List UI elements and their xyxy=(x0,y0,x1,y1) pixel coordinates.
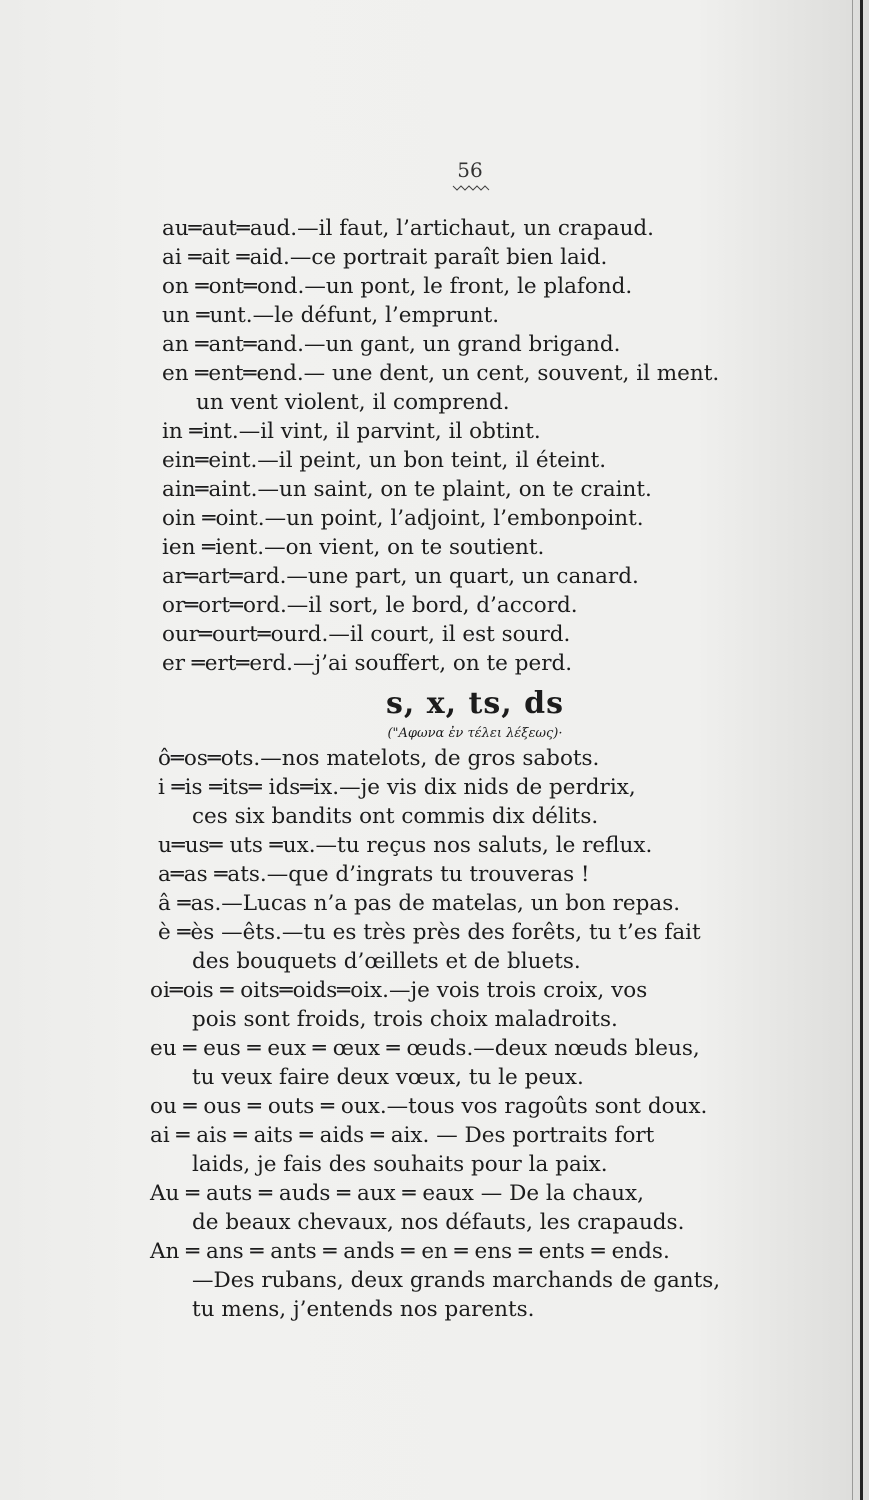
text-line: ein═eint.—il peint, un bon teint, il éteint. xyxy=(162,448,607,473)
rules-section-endings xyxy=(150,214,800,678)
text-line: on ═ont═ond.—un pont, le front, le plafond. xyxy=(162,274,633,299)
ornament-icon xyxy=(452,183,492,193)
text-line: or═ort═ord.—il sort, le bord, d’accord. xyxy=(162,593,578,618)
main-text xyxy=(150,214,800,1324)
text-line: ain═aint.—un saint, on te plaint, on te craint. xyxy=(162,477,652,502)
text-line: eu ═ eus ═ eux ═ œux ═ œuds.—deux nœuds bleus, xyxy=(150,1036,700,1061)
text-line: è ═ès —êts.—tu es très près des forêts, tu t’es fait xyxy=(158,920,701,945)
text-line: un vent violent, il comprend. xyxy=(196,390,510,415)
section-heading: s, x, ts, ds xyxy=(385,686,565,721)
text-line: laids, je fais des souhaits pour la paix. xyxy=(192,1152,608,1177)
text-line: en ═ent═end.— une dent, un cent, souvent, il ment. xyxy=(162,361,720,386)
page-edge-shadow xyxy=(852,0,853,1500)
text-line: ô═os═ots.—nos matelots, de gros sabots. xyxy=(158,746,600,771)
text-line: an ═ant═and.—un gant, un grand brigand. xyxy=(162,332,621,357)
text-line: tu veux faire deux vœux, tu le peux. xyxy=(192,1065,584,1090)
text-line: An ═ ans ═ ants ═ ands ═ en ═ ens ═ ents ═ ends. xyxy=(150,1239,670,1264)
text-line: ai ═ait ═aid.—ce portrait paraît bien laid. xyxy=(162,245,608,270)
page-number: 56 xyxy=(457,158,483,182)
text-line: our═ourt═ourd.—il court, il est sourd. xyxy=(162,622,571,647)
text-line: u═us═ uts ═ux.—tu reçus nos saluts, le reflux. xyxy=(158,833,653,858)
text-line: oin ═oint.—un point, l’adjoint, l’embonpoint. xyxy=(162,506,644,531)
text-line: oi═ois ═ oits═oids═oix.—je vois trois croix, vos xyxy=(150,978,648,1003)
text-line: tu mens, j’entends nos parents. xyxy=(192,1297,535,1322)
page-edge-line xyxy=(860,0,863,1500)
text-line: —Des rubans, deux grands marchands de gants, xyxy=(192,1268,721,1293)
text-line: â ═as.—Lucas n’a pas de matelas, un bon repas. xyxy=(158,891,681,916)
text-line: a═as ═ats.—que d’ingrats tu trouveras ! xyxy=(158,862,590,887)
text-line: in ═int.—il vint, il parvint, il obtint. xyxy=(162,419,541,444)
text-line: pois sont froids, trois choix maladroits. xyxy=(192,1007,618,1032)
text-line: ces six bandits ont commis dix délits. xyxy=(192,804,599,829)
text-line: un ═unt.—le défunt, l’emprunt. xyxy=(162,303,500,328)
text-line: ai ═ ais ═ aits ═ aids ═ aix. — Des portraits fort xyxy=(150,1123,655,1148)
text-line: de beaux chevaux, nos défauts, les crapauds. xyxy=(192,1210,685,1235)
text-line: er ═ert═erd.—j’ai souffert, on te perd. xyxy=(162,651,573,676)
text-line: au═aut═aud.—il faut, l’artichaut, un crapaud. xyxy=(162,216,655,241)
text-line: ou ═ ous ═ outs ═ oux.—tous vos ragoûts sont doux. xyxy=(150,1094,708,1119)
text-line: des bouquets d’œillets et de bluets. xyxy=(192,949,581,974)
greek-subtitle: ("Αφωνα ἐν τέλει λέξεως)· xyxy=(387,726,563,741)
text-line: Au ═ auts ═ auds ═ aux ═ eaux — De la chaux, xyxy=(150,1181,644,1206)
rules-section-silent-consonants xyxy=(150,744,800,1324)
text-line: ien ═ient.—on vient, on te soutient. xyxy=(162,535,545,560)
text-line: i ═is ═its═ ids═ix.—je vis dix nids de perdrix, xyxy=(158,775,636,800)
text-line: ar═art═ard.—une part, un quart, un canard. xyxy=(162,564,639,589)
